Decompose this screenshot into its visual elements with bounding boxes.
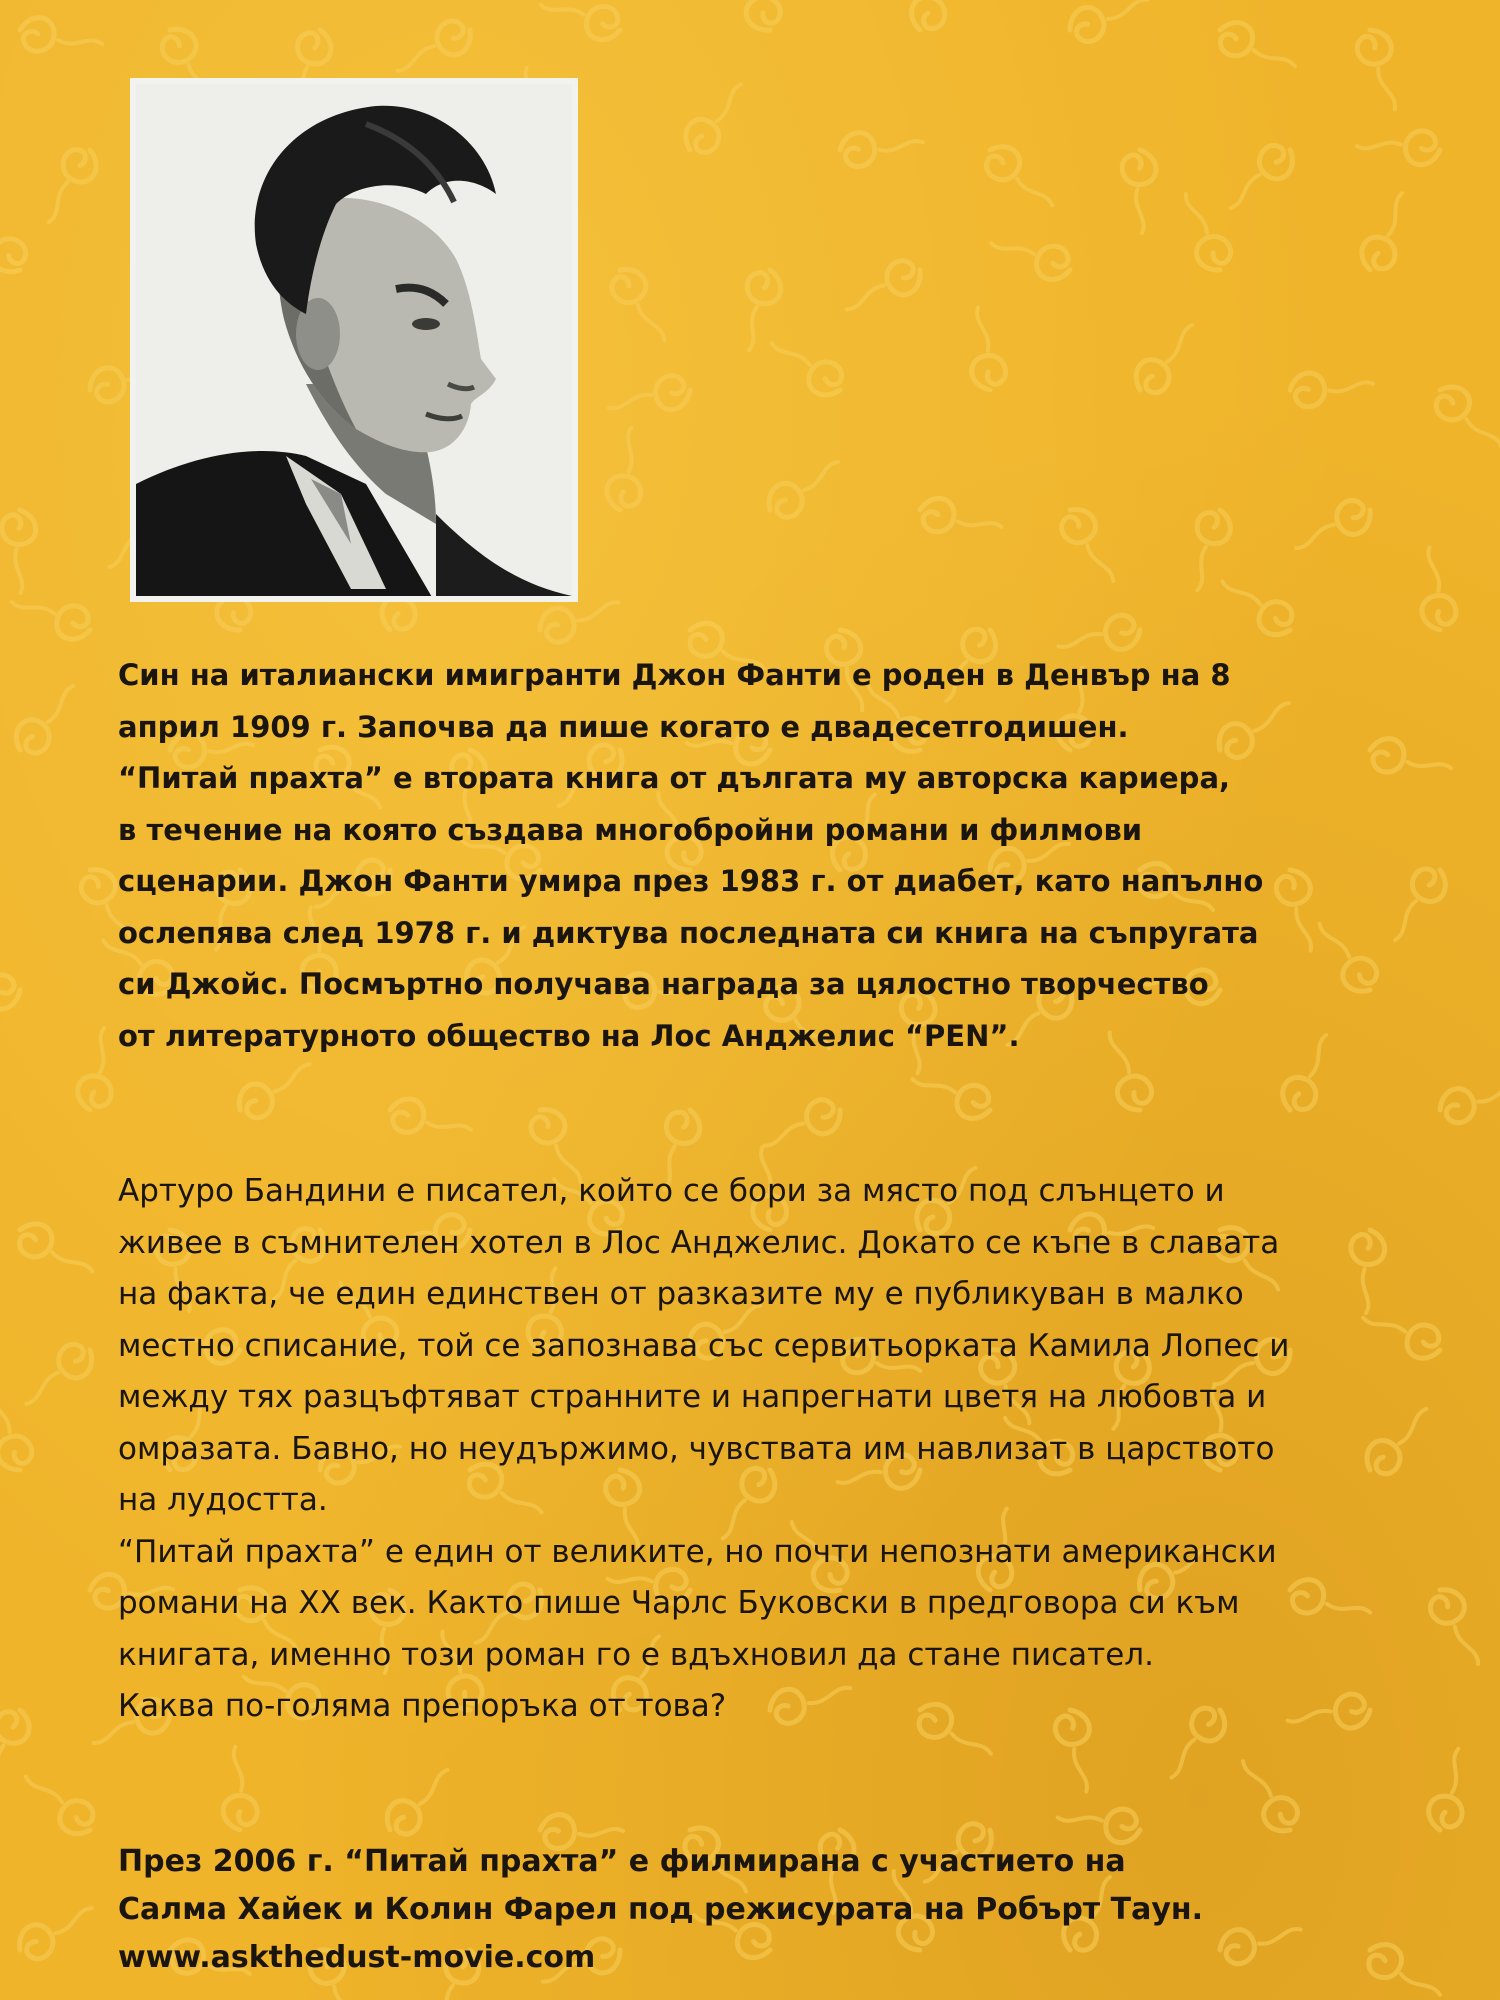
synopsis-line: на факта, че един единствен от разказите му е публикуван в малко	[118, 1276, 1244, 1312]
author-portrait-icon	[136, 84, 572, 596]
bio-line: ослепява след 1978 г. и диктува последната си книга на съпругата	[118, 915, 1259, 950]
bio-line: Син на италиански имигранти Джон Фанти е роден в Денвър на 8	[118, 658, 1231, 692]
movie-website-link[interactable]: www.askthedust-movie.com	[118, 1940, 596, 1975]
synopsis-line: Артуро Бандини е писател, който се бори за място под слънцето и	[118, 1173, 1225, 1209]
author-photo	[130, 78, 578, 602]
film-adaptation-note	[118, 1838, 1468, 1982]
synopsis-line: местно списание, той се запознава със сервитьорката Камила Лопес и	[118, 1327, 1290, 1364]
synopsis-line: “Питай прахта” е един от великите, но почти непознати американски	[118, 1533, 1277, 1570]
synopsis-line: на лудостта.	[118, 1482, 328, 1518]
book-synopsis	[118, 1166, 1468, 1733]
film-line: Салма Хайек и Колин Фарел под режисурата на Робърт Таун.	[118, 1892, 1204, 1927]
synopsis-line: Каква по-голяма препоръка от това?	[118, 1688, 727, 1724]
synopsis-line: книгата, именно този роман го е вдъхновил да стане писател.	[118, 1636, 1154, 1673]
bio-line: от литературното общество на Лос Анджелис “PEN”.	[118, 1018, 1020, 1053]
bio-line: сценарии. Джон Фанти умира през 1983 г. от диабет, като напълно	[118, 864, 1264, 898]
bio-line: в течение на която създава многобройни романи и филмови	[118, 812, 1143, 847]
bio-line: април 1909 г. Започва да пише когато е двадесетгодишен.	[118, 709, 1129, 744]
bio-line: си Джойс. Посмъртно получава награда за цялостно творчество	[118, 967, 1209, 1001]
bio-line: “Питай прахта” е втората книга от дългата му авторска кариера,	[118, 761, 1231, 795]
synopsis-line: между тях разцъфтяват странните и напрегнати цветя на любовта и	[118, 1379, 1267, 1415]
synopsis-line: живее в съмнителен хотел в Лос Анджелис. Докато се къпе в славата	[118, 1224, 1280, 1261]
author-bio	[118, 650, 1468, 1062]
synopsis-line: омразата. Бавно, но неудържимо, чувствата им навлизат в царството	[118, 1430, 1275, 1467]
film-line: През 2006 г. “Питай прахта” е филмирана с участието на	[118, 1844, 1126, 1879]
synopsis-line: романи на XX век. Както пише Чарлс Буковски в предговора си към	[118, 1585, 1240, 1621]
